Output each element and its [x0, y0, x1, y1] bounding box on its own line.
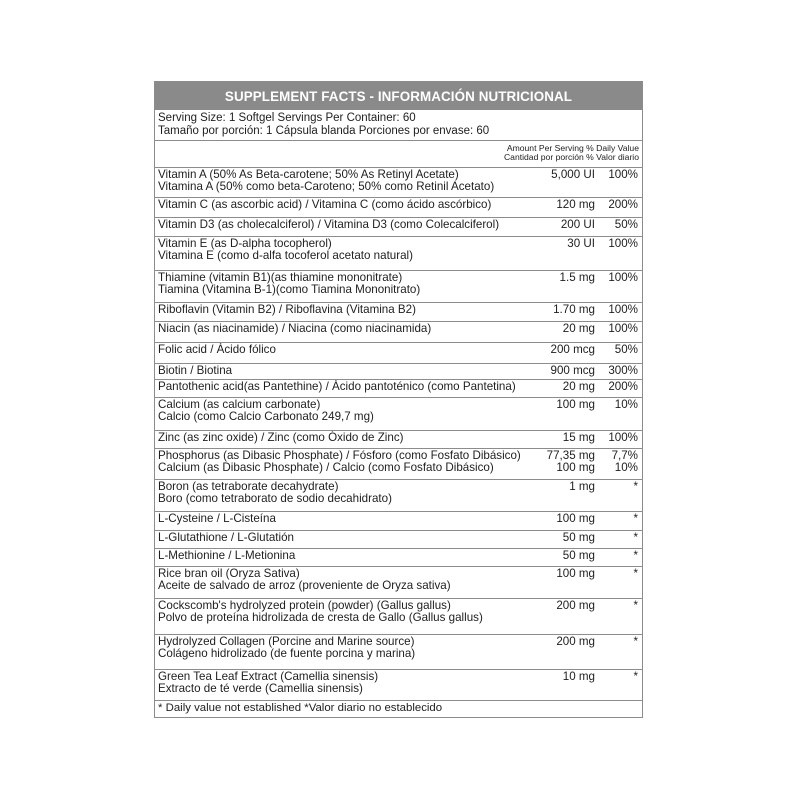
amount-value: 1.70 mg [553, 303, 595, 316]
nutrient-row [155, 380, 642, 398]
daily-value-percent [595, 567, 642, 598]
amount-value: 900 mcg [550, 364, 595, 377]
daily-value-percent [595, 198, 642, 217]
nutrient-name [155, 670, 525, 700]
daily-value-value: 100% [608, 168, 638, 181]
daily-value-percent [595, 168, 642, 197]
amount-value: 10 mg [562, 670, 595, 683]
nutrient-name-line: Cockscomb's hydrolyzed protein (powder) (Gallus gallus) [158, 599, 451, 612]
nutrient-name [155, 198, 525, 217]
nutrient-row [155, 670, 642, 701]
nutrient-row [155, 599, 642, 635]
amount-per-serving [525, 599, 595, 634]
nutrient-name-line: Boro (como tetraborato de sodio decahidrato) [158, 492, 392, 506]
nutrient-name-line: Vitamin E (as D-alpha tocopherol) [158, 237, 332, 250]
amount-per-serving [525, 512, 595, 530]
nutrient-row [155, 549, 642, 567]
daily-value-value: 300% [608, 364, 638, 377]
daily-value-percent [595, 512, 642, 530]
column-header-spanish: Cantidad por porción % Valor diario [503, 152, 639, 162]
amount-per-serving [525, 364, 595, 379]
nutrient-name [155, 218, 525, 236]
footnote: * Daily value not established *Valor diario no establecido [158, 702, 443, 714]
amount-per-serving [525, 635, 595, 669]
nutrient-name [155, 380, 525, 397]
nutrient-row [155, 398, 642, 431]
column-header-english: Amount Per Serving % Daily Value [506, 143, 639, 153]
nutrient-name-line: Polvo de proteína hidrolizada de cresta de Gallo (Gallus gallus) [158, 611, 483, 625]
daily-value-percent [595, 635, 642, 669]
amount-value: 100 mg [556, 461, 595, 475]
nutrient-name-line: Vitamin D3 (as cholecalciferol) / Vitamina D3 (como Colecalciferol) [158, 218, 500, 231]
daily-value-value: 50% [614, 343, 638, 356]
nutrient-row [155, 635, 642, 670]
nutrient-name [155, 512, 525, 530]
nutrient-name-line: Calcio (como Calcio Carbonato 249,7 mg) [158, 410, 374, 424]
amount-value: 50 mg [562, 549, 595, 562]
nutrient-name-line: Phosphorus (as Dibasic Phosphate) / Fósforo (como Fosfato Dibásico) [158, 449, 521, 462]
amount-per-serving [525, 168, 595, 197]
nutrient-name [155, 549, 525, 566]
daily-value-percent [595, 449, 642, 479]
daily-value-percent [595, 380, 642, 397]
amount-per-serving [525, 198, 595, 217]
nutrient-row [155, 480, 642, 512]
amount-per-serving [525, 670, 595, 700]
nutrient-name [155, 303, 525, 321]
serving-info [155, 110, 642, 141]
nutrient-row [155, 198, 642, 218]
daily-value-value: 100% [608, 431, 638, 444]
amount-value: 20 mg [562, 380, 595, 393]
daily-value-percent [595, 303, 642, 321]
nutrient-name-line: Extracto de té verde (Camellia sinensis) [158, 682, 363, 696]
nutrient-name-line: Hydrolyzed Collagen (Porcine and Marine source) [158, 635, 415, 648]
nutrient-name [155, 237, 525, 270]
nutrient-row [155, 303, 642, 322]
amount-value: 77,35 mg [546, 449, 595, 462]
amount-per-serving [525, 567, 595, 598]
nutrient-name [155, 168, 525, 197]
nutrient-name-line: Pantothenic acid(as Pantethine) / Ácido pantoténico (como Pantetina) [158, 380, 516, 393]
nutrient-row [155, 531, 642, 549]
nutrient-name-line: Zinc (as zinc oxide) / Zinc (como Óxido de Zinc) [158, 431, 404, 444]
daily-value-value: * [633, 531, 638, 544]
nutrient-name-line: Calcium (as calcium carbonate) [158, 398, 321, 411]
amount-value: 20 mg [562, 322, 595, 335]
nutrient-name [155, 599, 525, 634]
amount-per-serving [525, 237, 595, 270]
amount-per-serving [525, 549, 595, 566]
daily-value-value: 100% [608, 303, 638, 316]
amount-per-serving [525, 303, 595, 321]
daily-value-percent [595, 322, 642, 342]
nutrient-row [155, 567, 642, 599]
nutrient-row [155, 512, 642, 531]
nutrient-name [155, 398, 525, 430]
nutrient-name [155, 635, 525, 669]
nutrient-row [155, 449, 642, 480]
nutrient-name-line: Rice bran oil (Oryza Sativa) [158, 567, 300, 580]
daily-value-value: * [633, 549, 638, 562]
daily-value-percent [595, 343, 642, 363]
nutrient-name-line: Niacin (as niacinamide) / Niacina (como niacinamida) [158, 322, 432, 335]
nutrient-row [155, 168, 642, 198]
daily-value-value: 100% [608, 237, 638, 250]
daily-value-percent [595, 218, 642, 236]
amount-value: 5,000 UI [551, 168, 595, 181]
nutrient-name-line: Vitamin C (as ascorbic acid) / Vitamina C (como ácido ascórbico) [158, 198, 492, 211]
daily-value-percent [595, 237, 642, 270]
nutrient-name-line: L-Methionine / L-Metionina [158, 549, 296, 562]
amount-per-serving [525, 531, 595, 548]
daily-value-value: * [633, 512, 638, 525]
amount-per-serving [525, 431, 595, 448]
amount-per-serving [525, 322, 595, 342]
nutrient-name-line: Green Tea Leaf Extract (Camellia sinensis) [158, 670, 379, 683]
amount-value: 200 UI [560, 218, 595, 231]
amount-per-serving [525, 218, 595, 236]
nutrient-name [155, 364, 525, 379]
daily-value-value: 100% [608, 271, 638, 284]
nutrient-row [155, 271, 642, 303]
nutrient-name-line: L-Glutathione / L-Glutatión [158, 531, 294, 544]
daily-value-value: 50% [614, 218, 638, 231]
amount-value: 100 mg [556, 398, 595, 411]
nutrient-row [155, 218, 642, 237]
daily-value-value: * [633, 480, 638, 493]
nutrient-name-line: Tiamina (Vitamina B-1)(como Tiamina Mononitrato) [158, 283, 421, 297]
daily-value-value: 100% [608, 322, 638, 335]
nutrient-name-line: Vitamin A (50% As Beta-carotene; 50% As Retinyl Acetate) [158, 168, 459, 181]
daily-value-percent [595, 531, 642, 548]
amount-per-serving [525, 271, 595, 302]
nutrient-name-line: Thiamine (vitamin B1)(as thiamine mononitrate) [158, 271, 403, 284]
daily-value-value: * [633, 599, 638, 612]
daily-value-percent [595, 398, 642, 430]
amount-value: 200 mcg [550, 343, 595, 356]
serving-line-english: Serving Size: 1 Softgel Servings Per Container: 60 [158, 112, 416, 124]
daily-value-percent [595, 599, 642, 634]
nutrient-name-line: Calcium (as Dibasic Phosphate) / Calcio (como Fosfato Dibásico) [158, 461, 494, 475]
column-header [155, 141, 642, 168]
nutrient-name-line: Aceite de salvado de arroz (proveniente de Oryza sativa) [158, 579, 451, 593]
daily-value-percent [595, 364, 642, 379]
amount-per-serving [525, 480, 595, 511]
nutrient-name-line: Vitamina E (como d-alfa tocoferol acetato natural) [158, 249, 413, 263]
nutrient-row [155, 237, 642, 271]
nutrient-name [155, 343, 525, 363]
amount-per-serving [525, 380, 595, 397]
nutrient-row [155, 343, 642, 364]
daily-value-value: * [633, 635, 638, 648]
amount-value: 100 mg [556, 512, 595, 525]
daily-value-percent [595, 670, 642, 700]
daily-value-value: * [633, 567, 638, 580]
nutrient-name-line: Colágeno hidrolizado (de fuente porcina y marina) [158, 647, 416, 661]
nutrient-name-line: Biotin / Biotina [158, 364, 233, 377]
daily-value-percent [595, 549, 642, 566]
nutrient-row [155, 322, 642, 343]
daily-value-value: 7,7% [611, 449, 638, 462]
nutrient-name [155, 480, 525, 511]
panel-title: SUPPLEMENT FACTS - INFORMACIÓN NUTRICIONAL [155, 82, 642, 110]
nutrient-name-line: Riboflavin (Vitamin B2) / Riboflavina (Vitamina B2) [158, 303, 416, 316]
nutrient-name [155, 449, 525, 479]
amount-value: 1.5 mg [559, 271, 595, 284]
amount-value: 200 mg [556, 599, 595, 612]
serving-line-spanish: Tamaño por porción: 1 Cápsula blanda Porciones por envase: 60 [158, 125, 490, 137]
nutrient-name-line: Boron (as tetraborate decahydrate) [158, 480, 339, 493]
nutrient-row [155, 364, 642, 380]
daily-value-value: 200% [608, 198, 638, 211]
daily-value-percent [595, 271, 642, 302]
daily-value-value: * [633, 670, 638, 683]
daily-value-value: 10% [614, 398, 638, 411]
amount-per-serving [525, 398, 595, 430]
amount-value: 30 UI [567, 237, 595, 250]
nutrient-name [155, 271, 525, 302]
amount-value: 120 mg [556, 198, 595, 211]
supplement-facts-panel [154, 81, 643, 718]
daily-value-percent [595, 480, 642, 511]
amount-per-serving [525, 449, 595, 479]
nutrient-name [155, 322, 525, 342]
nutrient-name [155, 431, 525, 448]
amount-value: 100 mg [556, 567, 595, 580]
nutrient-name-line: L-Cysteine / L-Cisteína [158, 512, 276, 525]
nutrient-name [155, 531, 525, 548]
amount-per-serving [525, 343, 595, 363]
daily-value-value: 10% [614, 461, 638, 475]
nutrient-table [155, 168, 642, 701]
daily-value-percent [595, 431, 642, 448]
daily-value-value: 200% [608, 380, 638, 393]
nutrient-name-line: Folic acid / Ácido fólico [158, 343, 276, 356]
amount-value: 15 mg [562, 431, 595, 444]
amount-value: 1 mg [569, 480, 595, 493]
nutrient-name [155, 567, 525, 598]
nutrient-row [155, 431, 642, 449]
nutrient-name-line: Vitamina A (50% como beta-Caroteno; 50% como Retinil Acetato) [158, 180, 495, 194]
amount-value: 50 mg [562, 531, 595, 544]
amount-value: 200 mg [556, 635, 595, 648]
